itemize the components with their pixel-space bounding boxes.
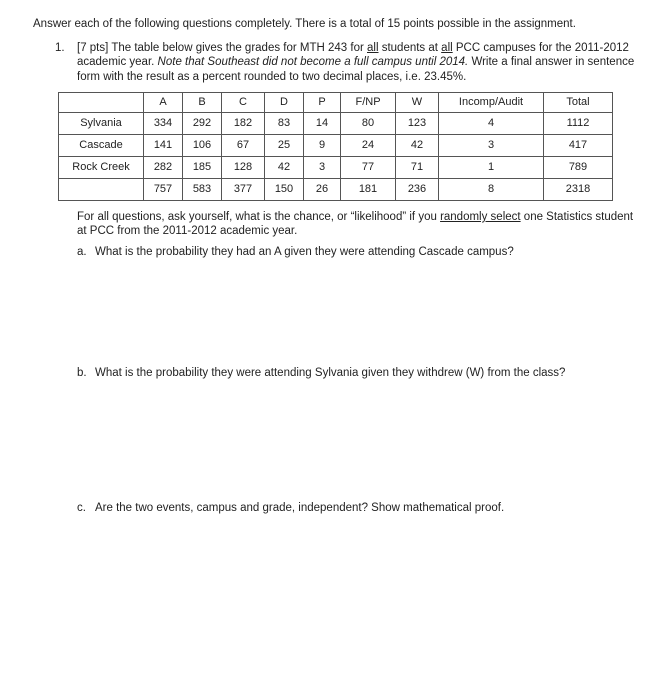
table-cell: 9: [304, 135, 341, 157]
part-label: c.: [77, 502, 86, 514]
table-header-cell: W: [396, 93, 439, 113]
part-label: a.: [77, 246, 87, 258]
question-1-text: [77, 41, 635, 84]
table-cell: 123: [396, 113, 439, 135]
part-label: b.: [77, 367, 87, 379]
table-cell: 583: [183, 179, 222, 201]
table-cell: 14: [304, 113, 341, 135]
question-number: 1.: [55, 42, 65, 54]
table-cell: 292: [183, 113, 222, 135]
table-header-cell: A: [144, 93, 183, 113]
instructions-intro: Answer each of the following questions completely. There is a total of 15 points possible in the assignment.: [33, 18, 576, 30]
table-cell: 8: [439, 179, 544, 201]
table-cell: 3: [304, 157, 341, 179]
question-text-part: Write a final answer in sentence form with the result as a percent rounded to two decimal places, i.e. 23.45%.: [77, 56, 635, 83]
table-row: [59, 157, 613, 179]
table-cell: Cascade: [59, 135, 144, 157]
grades-table: [58, 92, 613, 201]
table-cell: 181: [341, 179, 396, 201]
table-cell: [59, 179, 144, 201]
italic-note: Note that Southeast did not become a full campus until 2014.: [157, 56, 469, 69]
table-header-cell: F/NP: [341, 93, 396, 113]
table-cell: 282: [144, 157, 183, 179]
table-cell: 80: [341, 113, 396, 135]
table-cell: 757: [144, 179, 183, 201]
table-cell: 377: [222, 179, 265, 201]
question-1: [55, 41, 635, 84]
table-cell: 236: [396, 179, 439, 201]
question-points: [7 pts]: [77, 42, 109, 54]
question-text-part: The table below gives the grades for MTH 243 for: [108, 42, 367, 54]
table-cell: 417: [544, 135, 613, 157]
emphasis-all: all: [441, 42, 453, 54]
note-text-part: one Statistics student at PCC from the 2011-2012 academic year.: [77, 211, 634, 238]
table-cell: 71: [396, 157, 439, 179]
table-cell: 106: [183, 135, 222, 157]
table-cell: Rock Creek: [59, 157, 144, 179]
table-cell: 150: [265, 179, 304, 201]
table-header-cell: P: [304, 93, 341, 113]
table-cell: 1112: [544, 113, 613, 135]
part-question: Are the two events, campus and grade, independent? Show mathematical proof.: [95, 502, 505, 514]
instructions-note: [77, 210, 637, 239]
table-cell: 67: [222, 135, 265, 157]
table-cell: 141: [144, 135, 183, 157]
part-c: [77, 501, 504, 515]
table-cell: 334: [144, 113, 183, 135]
table-cell: 1: [439, 157, 544, 179]
table-header-cell: C: [222, 93, 265, 113]
part-question: What is the probability they were attending Sylvania given they withdrew (W) from the class?: [95, 367, 566, 379]
table-header-cell: [59, 93, 144, 113]
table-row: [59, 113, 613, 135]
table-cell: 185: [183, 157, 222, 179]
table-cell: 77: [341, 157, 396, 179]
part-a: [77, 245, 514, 259]
table-cell: 24: [341, 135, 396, 157]
question-text-part: students at: [378, 42, 442, 54]
emphasis-randomly-select: randomly select: [440, 211, 521, 223]
part-question: What is the probability they had an A given they were attending Cascade campus?: [95, 246, 514, 258]
table-header-cell: D: [265, 93, 304, 113]
table-cell: 128: [222, 157, 265, 179]
table-cell: Sylvania: [59, 113, 144, 135]
table-cell: 4: [439, 113, 544, 135]
table-cell: 42: [396, 135, 439, 157]
table-header-cell: Incomp/Audit: [439, 93, 544, 113]
table-header-cell: B: [183, 93, 222, 113]
table-cell: 26: [304, 179, 341, 201]
table-cell: 25: [265, 135, 304, 157]
table-cell: 3: [439, 135, 544, 157]
question-text-part: PCC campuses for the 2011-2012 academic year.: [77, 42, 629, 69]
table-cell: 789: [544, 157, 613, 179]
table-cell: 182: [222, 113, 265, 135]
table-cell: 42: [265, 157, 304, 179]
emphasis-all: all: [367, 42, 379, 54]
table-row: [59, 135, 613, 157]
table-totals-row: [59, 179, 613, 201]
table-header-row: [59, 93, 613, 113]
table-header-cell: Total: [544, 93, 613, 113]
part-b: [77, 366, 565, 380]
table-cell: 2318: [544, 179, 613, 201]
table-cell: 83: [265, 113, 304, 135]
note-text-part: For all questions, ask yourself, what is the chance, or “likelihood” if you: [77, 211, 441, 223]
